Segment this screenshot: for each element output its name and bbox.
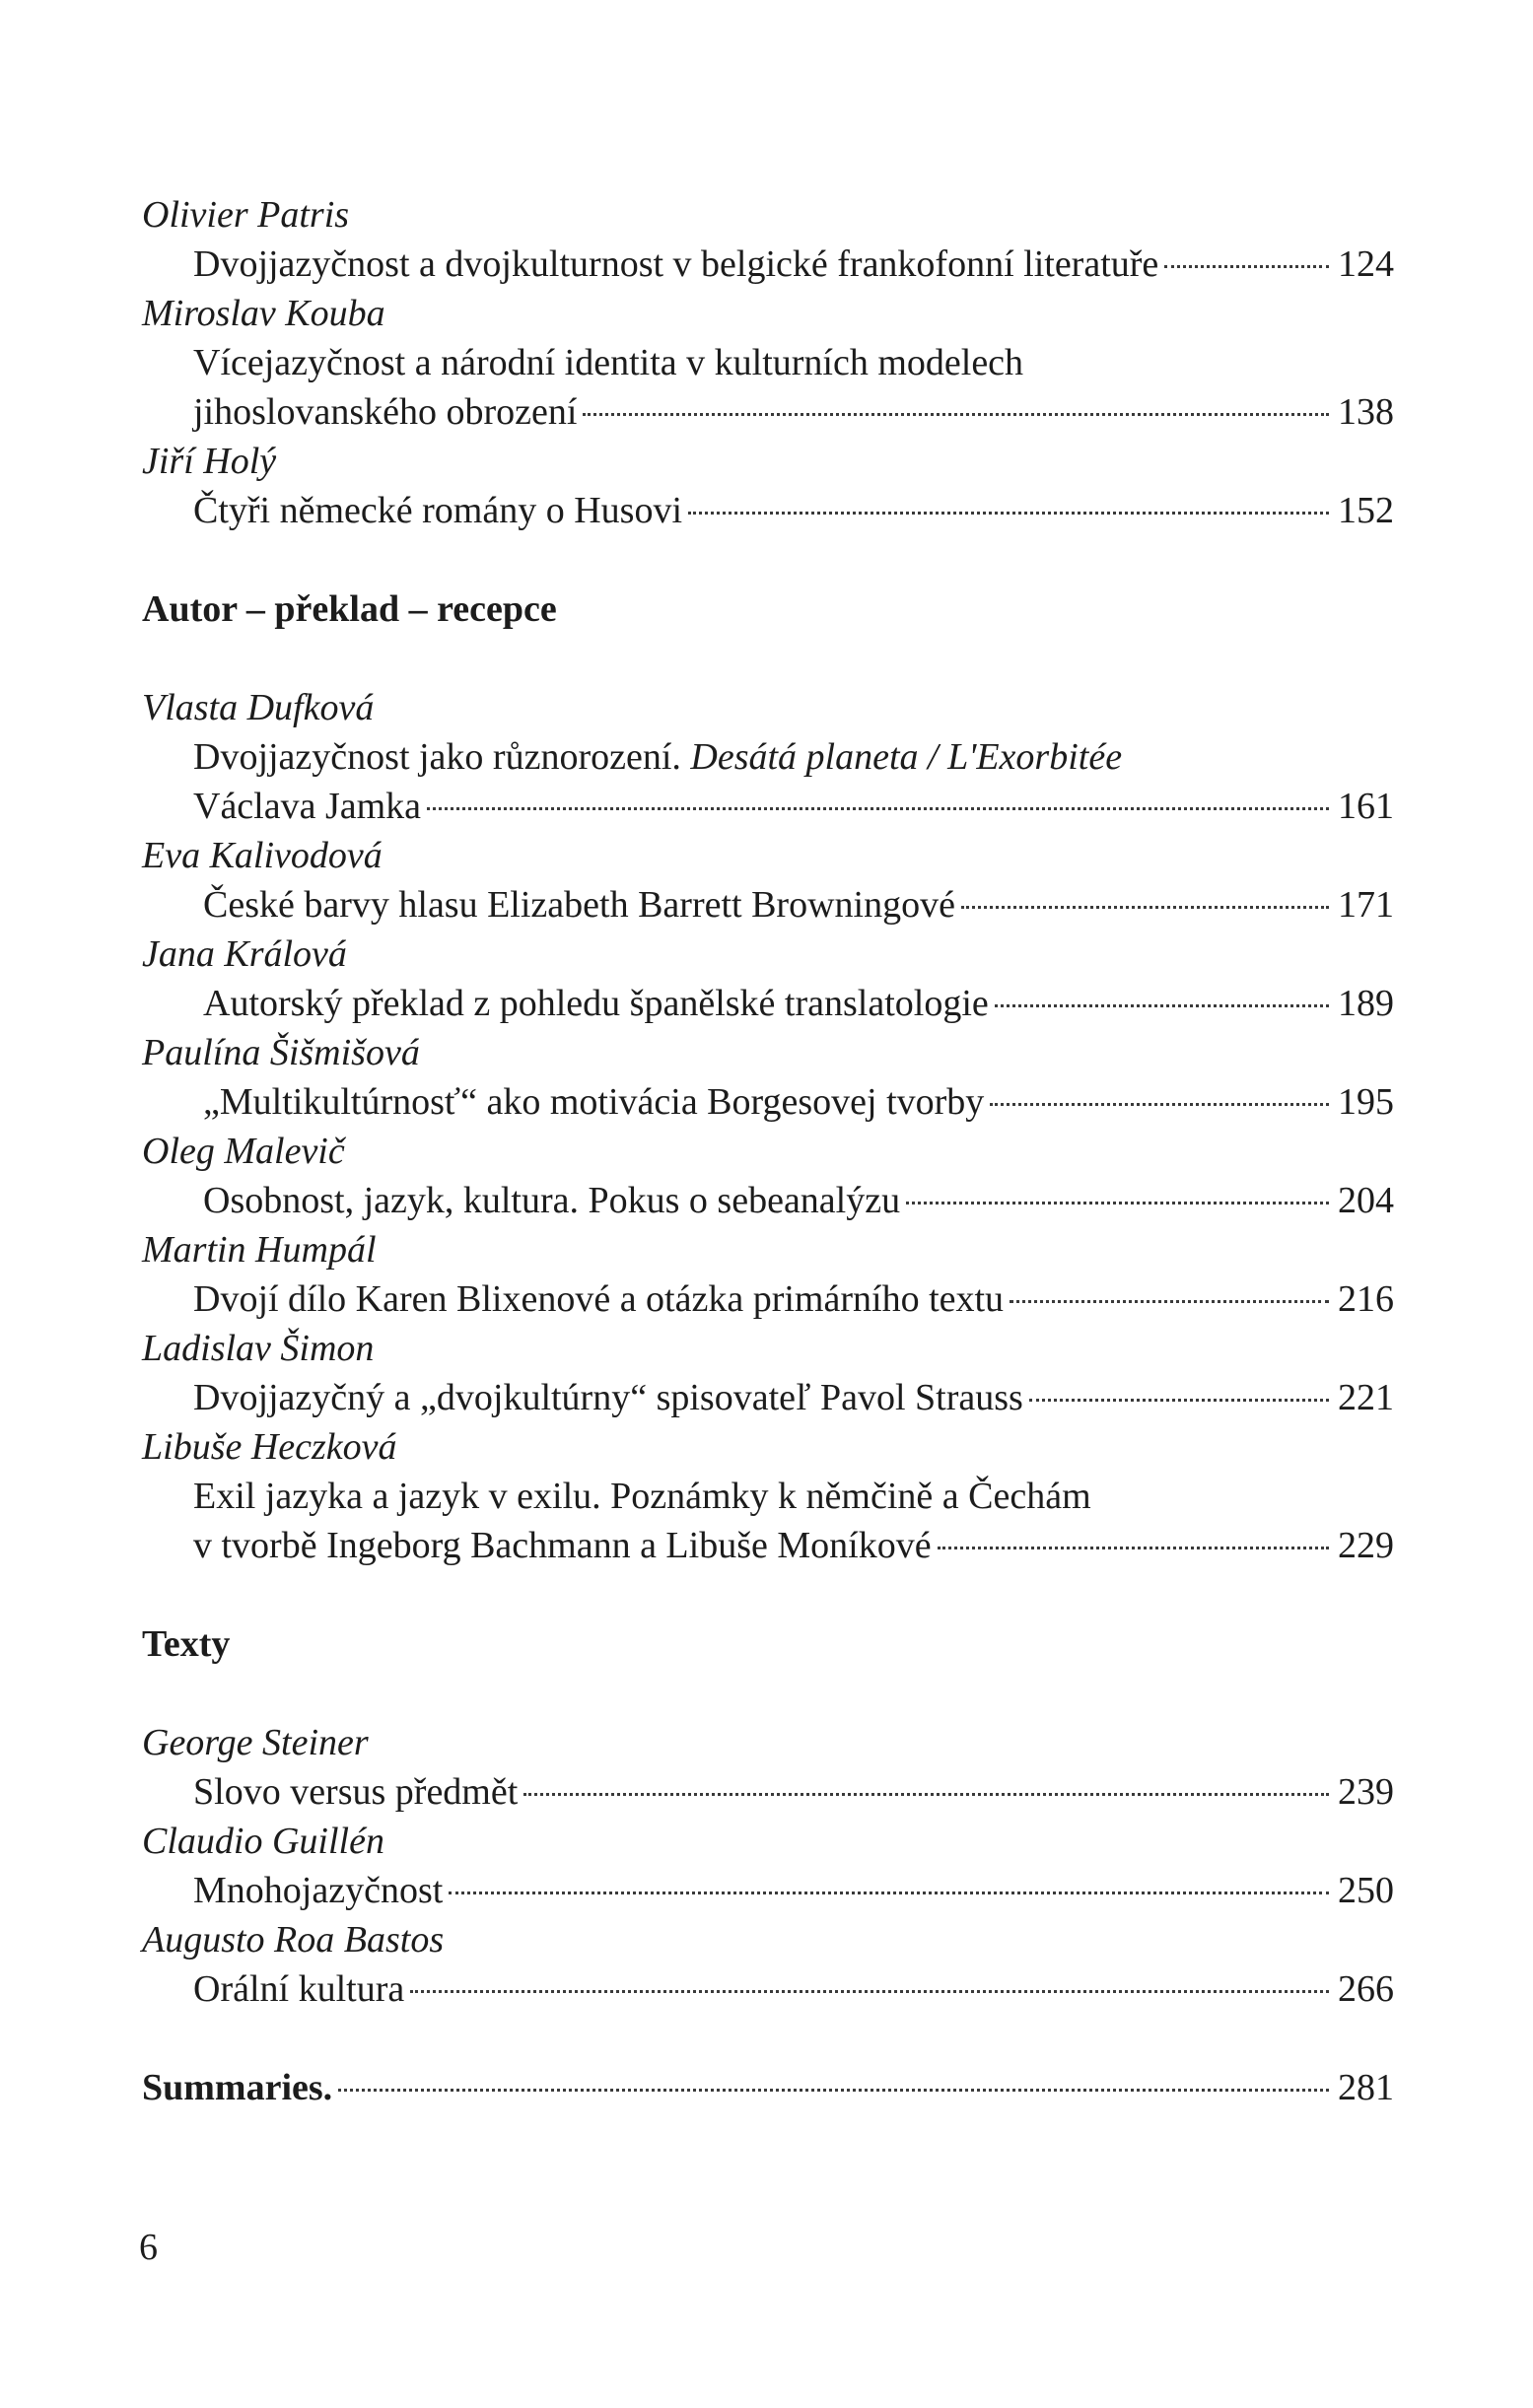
dot-leader: [688, 512, 1329, 515]
dot-leader: [523, 1793, 1329, 1796]
toc-page-number: 152: [1338, 490, 1394, 531]
toc-page-number: 124: [1338, 243, 1394, 285]
dot-leader: [410, 1990, 1329, 1993]
toc-entry: [142, 1767, 1394, 1817]
toc-entry-title: Čtyři německé romány o Husovi: [193, 490, 683, 531]
dot-leader: [1164, 265, 1329, 268]
toc-page-number: 195: [1338, 1081, 1394, 1123]
toc-entry: [142, 880, 1394, 929]
toc-entry-title: Exil jazyka a jazyk v exilu. Poznámky k němčině a Čechám: [193, 1476, 1091, 1517]
toc-author: Augusto Roa Bastos: [142, 1919, 445, 1961]
toc-author: Miroslav Kouba: [142, 293, 385, 334]
toc-entry-title: Slovo versus předmět: [193, 1771, 519, 1813]
toc-page-number: 281: [1338, 2067, 1394, 2108]
spacer: [142, 1669, 1394, 1718]
spacer: [142, 2014, 1394, 2063]
toc-entry-title-italic: Desátá planeta / L'Exorbitée: [690, 736, 1123, 778]
toc-page-number: 221: [1338, 1377, 1394, 1418]
dot-leader: [1010, 1300, 1329, 1303]
dot-leader: [961, 906, 1329, 909]
toc-page-number: 216: [1338, 1278, 1394, 1320]
dot-leader: [449, 1892, 1329, 1894]
toc-entry: [142, 1866, 1394, 1915]
toc-page-number: 239: [1338, 1771, 1394, 1813]
toc-author: Paulína Šišmišová: [142, 1032, 420, 1073]
toc-entry-title: Autorský překlad z pohledu španělské translatologie: [203, 983, 989, 1024]
toc-author: Olivier Patris: [142, 194, 350, 236]
toc-entry: [142, 486, 1394, 535]
toc-entry: [142, 1521, 1394, 1570]
toc-author: Jiří Holý: [142, 441, 277, 482]
dot-leader: [990, 1103, 1329, 1106]
toc-entry-title: České barvy hlasu Elizabeth Barrett Browningové: [203, 884, 955, 926]
dot-leader: [938, 1547, 1329, 1549]
toc-entry: [142, 1274, 1394, 1324]
toc-author: Ladislav Šimon: [142, 1328, 375, 1369]
toc-entry-title: Dvojjazyčný a „dvojkultúrny“ spisovateľ Pavol Strauss: [193, 1377, 1023, 1418]
toc-author: George Steiner: [142, 1722, 369, 1763]
toc-page-number: 138: [1338, 391, 1394, 433]
toc-entry: [142, 1176, 1394, 1225]
toc-page-number: 229: [1338, 1525, 1394, 1566]
toc-page-number: 189: [1338, 983, 1394, 1024]
spacer: [142, 634, 1394, 683]
toc-entry-title: Dvojjazyčnost a dvojkulturnost v belgické frankofonní literatuře: [193, 243, 1159, 285]
toc-author: Martin Humpál: [142, 1229, 377, 1271]
toc-entry-title: Summaries.: [142, 2067, 333, 2108]
toc-entry: [142, 1077, 1394, 1127]
toc-entry-title: Mnohojazyčnost: [193, 1870, 444, 1911]
page-number: 6: [139, 2227, 158, 2268]
toc-author: Jana Králová: [142, 933, 347, 975]
toc-entry-title: Vícejazyčnost a národní identita v kulturních modelech: [193, 342, 1024, 383]
toc-entry: [142, 387, 1394, 437]
toc-entry-title: v tvorbě Ingeborg Bachmann a Libuše Moníkové: [193, 1525, 932, 1566]
dot-leader: [995, 1004, 1329, 1007]
dot-leader: [906, 1202, 1329, 1204]
toc-page-number: 250: [1338, 1870, 1394, 1911]
toc-entry-title: Orální kultura: [193, 1968, 405, 2010]
section-heading: Autor – překlad – recepce: [142, 588, 557, 630]
toc-entry: [142, 1373, 1394, 1422]
toc-page-number: 171: [1338, 884, 1394, 926]
spacer: [142, 535, 1394, 585]
toc-entry: [142, 782, 1394, 831]
toc-author: Oleg Malevič: [142, 1131, 345, 1172]
section-heading: Texty: [142, 1623, 231, 1665]
toc-entry-title-text: Dvojjazyčnost jako různorození.: [193, 736, 691, 778]
toc-entry-summaries: [142, 2063, 1394, 2112]
toc-author: Claudio Guillén: [142, 1821, 384, 1862]
dot-leader: [583, 413, 1329, 416]
toc-entry-title: jihoslovanského obrození: [193, 391, 578, 433]
toc-page-number: 204: [1338, 1180, 1394, 1221]
toc-entry-title: „Multikultúrnosť“ ako motivácia Borgesovej tvorby: [203, 1081, 985, 1123]
toc-entry: [142, 1964, 1394, 2014]
dot-leader: [1029, 1399, 1329, 1402]
spacer: [142, 1570, 1394, 1619]
toc-entry: [142, 240, 1394, 289]
toc-entry-title: Osobnost, jazyk, kultura. Pokus o sebeanalýzu: [203, 1180, 901, 1221]
dot-leader: [427, 807, 1329, 810]
toc-author: Vlasta Dufková: [142, 687, 375, 728]
toc-author: Eva Kalivodová: [142, 835, 383, 876]
toc-entry: [142, 979, 1394, 1028]
toc-page-number: 161: [1338, 786, 1394, 827]
toc-page-number: 266: [1338, 1968, 1394, 2010]
toc-entry-title: Dvojí dílo Karen Blixenové a otázka primárního textu: [193, 1278, 1005, 1320]
toc-entry-title: Václava Jamka: [193, 786, 422, 827]
toc-entry-title: [142, 732, 1394, 782]
toc-author: Libuše Heczková: [142, 1426, 397, 1468]
table-of-contents: [142, 190, 1394, 2112]
dot-leader: [338, 2089, 1329, 2092]
